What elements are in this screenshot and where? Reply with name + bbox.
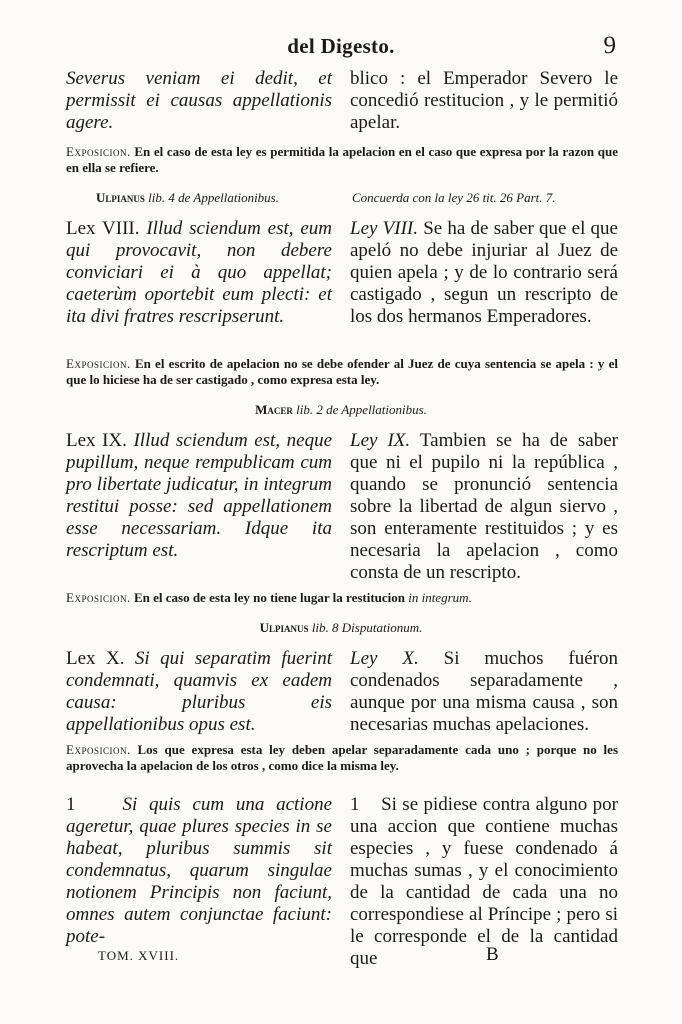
ley-label: Ley IX. <box>350 430 411 451</box>
signature-mark: B <box>486 944 499 965</box>
paragraph-number: 1 <box>350 794 360 815</box>
source-author: Ulpianus <box>259 620 309 635</box>
exposition-3 <box>66 590 618 606</box>
lex-label: Lex X. <box>66 648 125 669</box>
ley-8-spanish <box>350 218 618 328</box>
source-lib: lib. <box>311 620 329 635</box>
exposition-text-italic: in integrum. <box>408 590 472 605</box>
lex-label: Lex IX. <box>66 430 127 451</box>
ley-text: Se ha de saber que el que apeló no debe injuriar al Juez de quien apela ; y de lo contrario será castigado , segun un rescripto de los dos hermanos Emperadores. <box>350 218 618 327</box>
paragraph-1-spanish <box>350 794 618 970</box>
running-head <box>0 32 682 62</box>
volume-label: TOM. XVIII. <box>98 948 180 963</box>
source-work: lib. 2 de Appellationibus. <box>296 402 427 417</box>
lex-8-latin <box>66 218 332 328</box>
page-number: 9 <box>603 32 616 59</box>
lex-10-latin <box>66 648 332 736</box>
source-work: lib. 4 de Appellationibus. <box>148 190 279 205</box>
exposition-1 <box>66 144 618 176</box>
paragraph-number: 1 <box>66 794 76 815</box>
source-author: Macer <box>255 402 293 417</box>
exposition-label: Exposicion. <box>66 144 131 159</box>
exposition-text: En el escrito de apelacion no se debe ofender al Juez de cuya sentencia se apela : y el que lo hiciese ha de ser castigado , como expresa esta ley. <box>66 356 619 387</box>
concordance-note: Concuerda con la ley 26 tit. 26 Part. 7. <box>352 190 556 205</box>
paragraph-text: Si quis cum una actione ageretur, quae plures species in se habeat, pluribus summis sit condemnatus, quarum singulae notionem Principis non faciunt, omnes autem conjunctae faciunt: pote- <box>66 794 332 947</box>
source-citation <box>96 190 279 206</box>
exposition-label: Exposicion. <box>66 356 131 371</box>
ley-text: Si muchos fuéron condenados separadamente , aunque por una misma causa , son necesarias muchas apelaciones. <box>350 648 618 735</box>
spanish-text-continuation: blico : el Emperador Severo le concedió restitucion , y le permitió apelar. <box>350 68 618 133</box>
source-work: 8 Disputationum. <box>332 620 423 635</box>
source-author: Ulpianus <box>96 190 145 205</box>
exposition-text: Los que expresa esta ley deben apelar separadamente cada uno ; porque no les aprovecha la apelacion de los otros , como dice la misma ley. <box>66 742 618 773</box>
page-title: del Digesto. <box>287 34 395 58</box>
lex-text: Illud sciendum est, neque pupillum, neque rempublicam cum pro libertate judicatur, in integrum restitui posse: sed appellationem esse necessariam. Idque ita rescriptum est. <box>66 430 333 561</box>
ley-label: Ley VIII. <box>350 218 418 239</box>
exposition-label: Exposicion. <box>66 590 131 605</box>
ley-9-spanish <box>350 430 618 584</box>
exposition-text: En el caso de esta ley no tiene lugar la restitucion <box>133 590 406 605</box>
exposition-label: Exposicion. <box>66 742 131 757</box>
source-citation <box>0 402 682 418</box>
exposition-2 <box>66 356 618 388</box>
paragraph-1-latin <box>66 794 332 948</box>
source-citation <box>0 620 682 636</box>
ley-text: Tambien se ha de saber que ni el pupilo ni la república , quando se pronunció sentencia sobre la libertad de algun siervo , son enteramente restituidos ; y es necesaria la apelacion , como consta de un rescripto. <box>350 430 618 583</box>
paragraph-text: Si se pidiese contra alguno por una accion que contiene muchas especies , y fuese condenado á muchas sumas , y el conocimiento de la cantidad de cada una no correspondiese al Príncipe ; pero si le corresponde el de la cantidad que <box>350 794 619 969</box>
ley-10-spanish <box>350 648 618 736</box>
lex-label: Lex VIII. <box>66 218 140 239</box>
ley-label: Ley X. <box>350 648 419 669</box>
exposition-text: En el caso de esta ley es permitida la apelacion en el caso que expresa por la razon que en ella se refiere. <box>66 144 619 175</box>
lex-9-latin <box>66 430 332 562</box>
lex-text: Illud sciendum est, eum qui provocavit, non debere conviciari ei à quo appellat; caeterùm oportebit eum plecti: et ita divi fratres rescripserunt. <box>66 218 333 327</box>
latin-text-continuation: Severus veniam ei dedit, et permissit ei causas appellationis agere. <box>66 68 332 133</box>
lex-text: Si qui separatim fuerint condemnati, quamvis ex eadem causa: pluribus eis appellationibus opus est. <box>66 648 332 735</box>
exposition-4 <box>66 742 618 774</box>
